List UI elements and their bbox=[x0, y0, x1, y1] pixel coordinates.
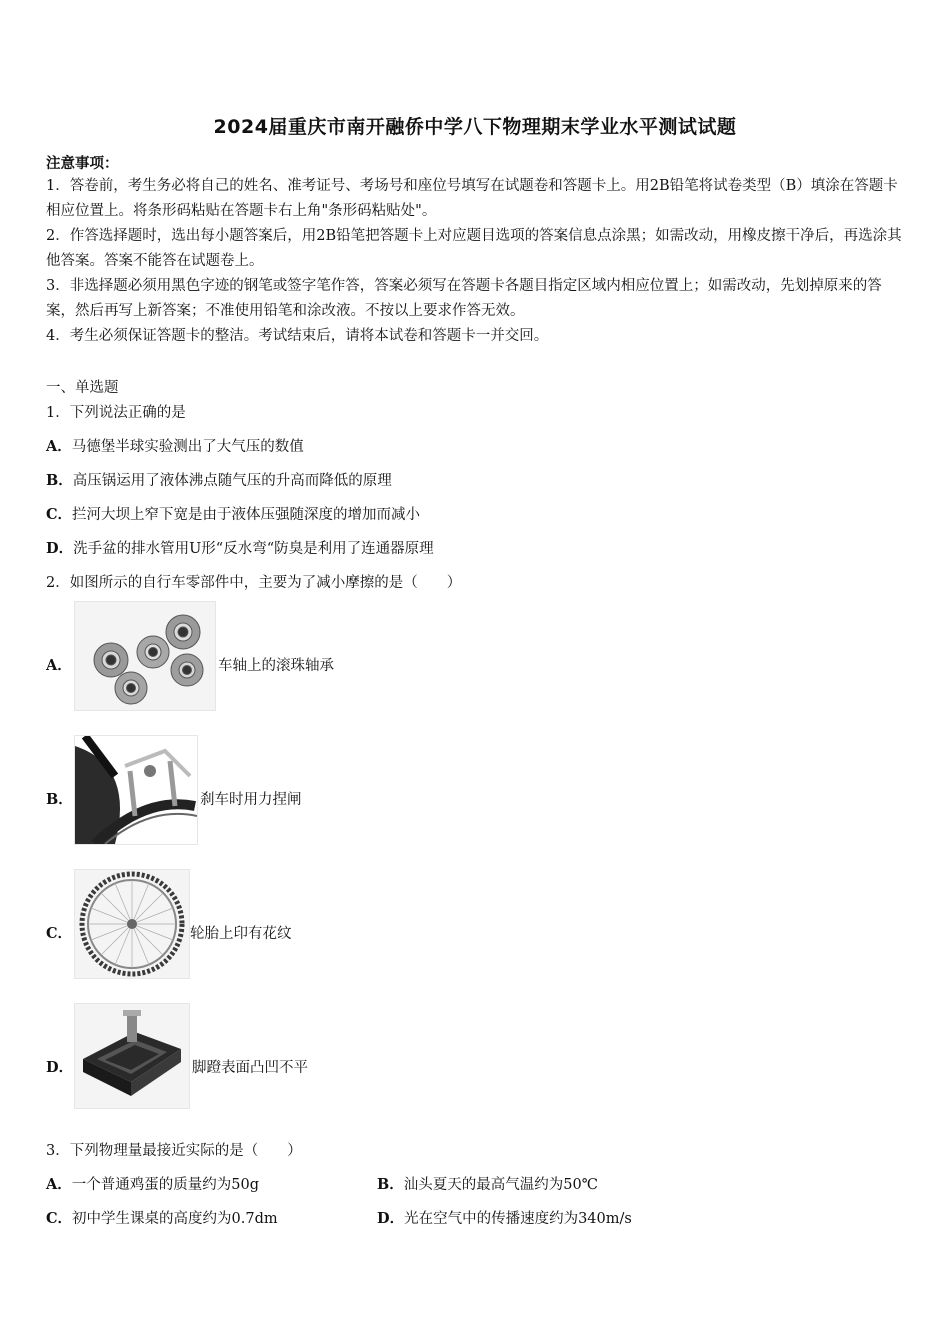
option-label: D． bbox=[377, 1210, 405, 1227]
bike-brake-icon bbox=[74, 735, 198, 845]
q2-option-b-label: B． bbox=[46, 791, 73, 808]
notice-item-3: 3．非选择题必须用黑色字迹的钢笔或签字笔作答，答案必须写在答题卡各题目指定区域内相应位置上；如需改动，先划掉原来的答案，然后再写上新答案；不准使用铅笔和涂改液。不按以上要求作答无效。 bbox=[46, 278, 882, 319]
q2-option-d-text: 脚蹬表面凸凹不平 bbox=[192, 1060, 308, 1076]
q3-option-c bbox=[46, 1207, 278, 1228]
bike-pedal-icon bbox=[74, 1003, 190, 1109]
q1-stem: 1．下列说法正确的是 bbox=[46, 405, 186, 421]
q3-option-a bbox=[46, 1173, 259, 1194]
q3-option-d bbox=[377, 1207, 632, 1228]
option-text: 光在空气中的传播速度约为340m/s bbox=[404, 1211, 632, 1227]
q2-option-b-text: 刹车时用力捏闸 bbox=[200, 792, 302, 808]
q3-stem: 3．下列物理量最接近实际的是（ ） bbox=[46, 1143, 302, 1159]
bike-wheel-icon bbox=[74, 869, 190, 979]
q1-option-d bbox=[46, 537, 434, 558]
q2-option-a-text: 车轴上的滚珠轴承 bbox=[218, 658, 334, 674]
q2-option-d-label: D． bbox=[46, 1059, 74, 1076]
notice-item-1: 1．答卷前，考生务必将自己的姓名、准考证号、考场号和座位号填写在试题卷和答题卡上。用2B铅笔将试卷类型（B）填涂在答题卡相应位置上。将条形码粘贴在答题卡右上角"条形码粘贴处"。 bbox=[46, 178, 898, 219]
q2-option-c-label: C． bbox=[46, 925, 73, 942]
notice-item-4: 4．考生必须保证答题卡的整洁。考试结束后，请将本试卷和答题卡一并交回。 bbox=[46, 328, 549, 344]
option-text: 初中学生课桌的高度约为0.7dm bbox=[72, 1211, 278, 1227]
q2-option-c-text: 轮胎上印有花纹 bbox=[190, 926, 292, 942]
q1-option-c bbox=[46, 503, 420, 524]
option-text: 洗手盆的排水管用U形“反水弯“防臭是利用了连通器原理 bbox=[73, 541, 434, 557]
option-text: 汕头夏天的最高气温约为50℃ bbox=[403, 1177, 598, 1193]
q3-option-b bbox=[377, 1173, 598, 1194]
ball-bearings-icon bbox=[74, 601, 216, 711]
option-text: 一个普通鸡蛋的质量约为50g bbox=[71, 1177, 259, 1193]
option-label: A． bbox=[46, 438, 72, 455]
q2-stem: 2．如图所示的自行车零部件中，主要为了减小摩擦的是（ ） bbox=[46, 575, 462, 591]
option-label: B． bbox=[377, 1176, 404, 1193]
option-label: C． bbox=[46, 506, 73, 523]
option-text: 马德堡半球实验测出了大气压的数值 bbox=[71, 439, 304, 455]
notice-item-2: 2．作答选择题时，选出每小题答案后，用2B铅笔把答题卡上对应题目选项的答案信息点涂黑；如需改动，用橡皮擦干净后，再选涂其他答案。答案不能答在试题卷上。 bbox=[46, 228, 902, 269]
q2-option-a-label: A． bbox=[46, 657, 72, 674]
option-label: A． bbox=[46, 1176, 72, 1193]
option-text: 高压锅运用了液体沸点随气压的升高而降低的原理 bbox=[72, 473, 392, 489]
q1-option-b bbox=[46, 469, 392, 490]
option-label: B． bbox=[46, 472, 73, 489]
page-title: 2024届重庆市南开融侨中学八下物理期末学业水平测试试题 bbox=[213, 116, 737, 138]
option-text: 拦河大坝上窄下宽是由于液体压强随深度的增加而减小 bbox=[72, 507, 421, 523]
section-heading: 一、单选题 bbox=[46, 380, 119, 396]
q1-option-a bbox=[46, 435, 304, 456]
notice-heading: 注意事项： bbox=[46, 155, 119, 172]
option-label: C． bbox=[46, 1210, 73, 1227]
option-label: D． bbox=[46, 540, 74, 557]
